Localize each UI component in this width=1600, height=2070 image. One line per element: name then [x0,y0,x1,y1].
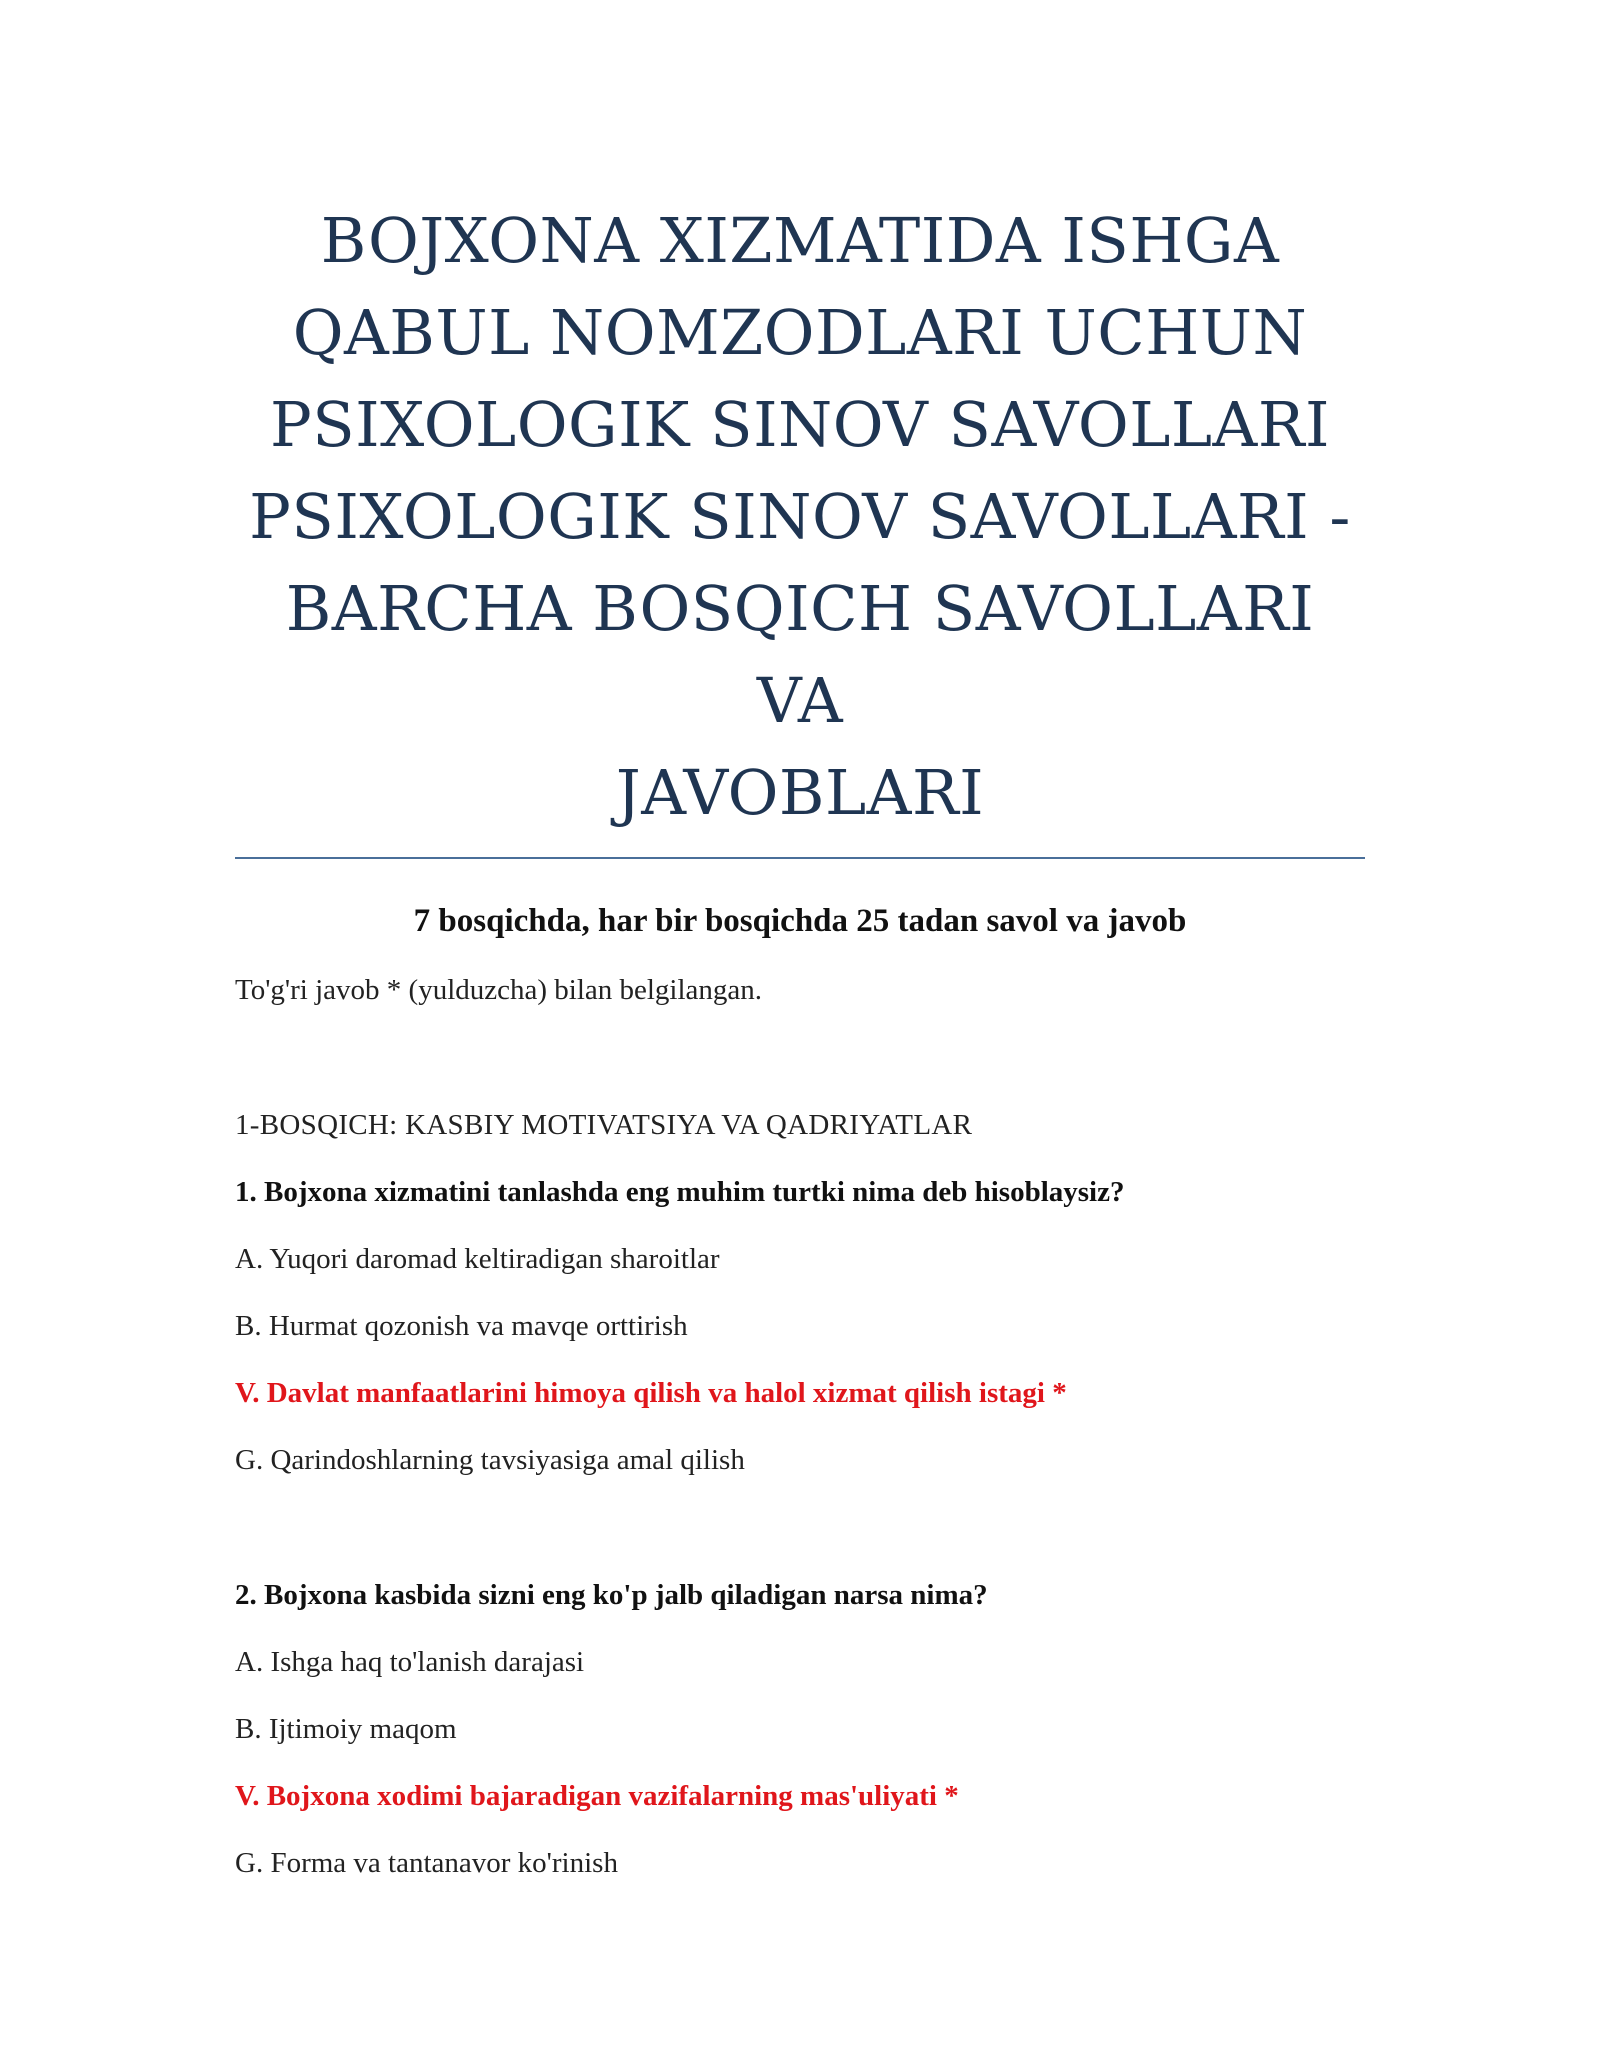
answer-option: B. Hurmat qozonish va mavqe orttirish [235,1310,688,1342]
question-block [235,1172,1365,1480]
title-line: QABUL NOMZODLARI UCHUN [292,296,1308,369]
title-line: BARCHA BOSQICH SAVOLLARI VA [285,572,1315,737]
question-text: 2. Bojxona kasbida sizni eng ko'p jalb qiladigan narsa nima? [235,1579,988,1611]
document-title [235,195,1365,839]
answer-option: A. Yuqori daromad keltiradigan sharoitlar [235,1243,720,1275]
question-block [235,1575,1365,1883]
title-line: BOJXONA XIZMATIDA ISHGA [320,204,1280,277]
answer-option: B. Ijtimoiy maqom [235,1713,457,1745]
title-line: PSIXOLOGIK SINOV SAVOLLARI - [249,480,1351,553]
correct-answer-option: V. Davlat manfaatlarini himoya qilish va halol xizmat qilish istagi * [235,1377,1067,1409]
answer-option: G. Forma va tantanavor ko'rinish [235,1847,618,1879]
title-line: PSIXOLOGIK SINOV SAVOLLARI [269,388,1330,461]
answer-key-note: To'g'ri javob * (yulduzcha) bilan belgilangan. [235,974,763,1006]
document-page [235,195,1365,1883]
answer-option: A. Ishga haq to'lanish darajasi [235,1646,585,1678]
document-subtitle: 7 bosqichda, har bir bosqichda 25 tadan savol va javob [413,903,1187,939]
title-divider [235,857,1365,859]
title-line: JAVOBLARI [615,756,985,829]
question-text: 1. Bojxona xizmatini tanlashda eng muhim turtki nima deb hisoblaysiz? [235,1176,1125,1208]
correct-answer-option: V. Bojxona xodimi bajaradigan vazifalarning mas'uliyati * [235,1780,959,1812]
answer-option: G. Qarindoshlarning tavsiyasiga amal qilish [235,1444,745,1476]
section-heading: 1-BOSQICH: KASBIY MOTIVATSIYA VA QADRIYATLAR [235,1109,973,1141]
